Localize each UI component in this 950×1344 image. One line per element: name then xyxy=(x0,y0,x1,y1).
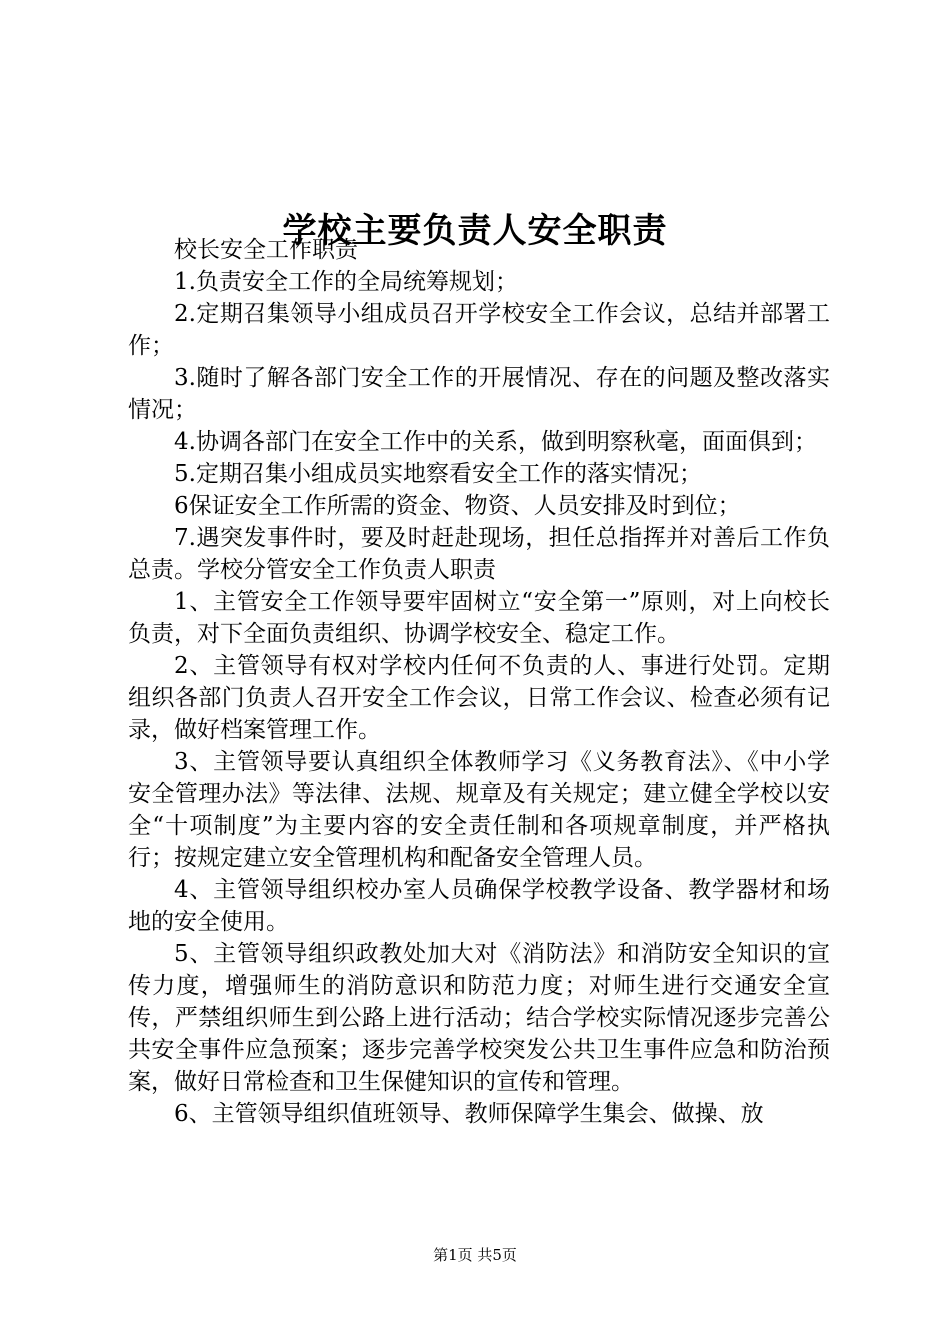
paragraph: 1.负责安全工作的全局统筹规划； xyxy=(174,269,518,295)
paragraph: 4、主管领导组织校办室人员确保学校教学设备、教学器材和场地的安全使用。 xyxy=(128,877,830,935)
paragraph: 1、主管安全工作领导要牢固树立“安全第一”原则，对上向校长负责，对下全面负责组织、协调学校安全、稳定工作。 xyxy=(128,589,830,647)
paragraph: 3.随时了解各部门安全工作的开展情况、存在的问题及整改落实情况； xyxy=(128,365,830,423)
page-number-footer: 第1页 共5页 xyxy=(433,1246,517,1264)
paragraph: 2、主管领导有权对学校内任何不负责的人、事进行处罚。定期组织各部门负责人召开安全工作会议，日常工作会议、检查必须有记录，做好档案管理工作。 xyxy=(128,653,830,743)
paragraph: 5、主管领导组织政教处加大对《消防法》和消防安全知识的宣传力度，增强师生的消防意识和防范力度；对师生进行交通安全宣传，严禁组织师生到公路上进行活动；结合学校实际情况逐步完善公共安全事件应急预案；逐步完善学校突发公共卫生事件应急和防治预案，做好日常检查和卫生保健知识的宣传和管理。 xyxy=(128,941,830,1095)
paragraph: 校长安全工作职责 xyxy=(174,237,358,263)
paragraph: 7.遇突发事件时，要及时赶赴现场，担任总指挥并对善后工作负总责。学校分管安全工作负责人职责 xyxy=(128,525,830,583)
paragraph: 6、主管领导组织值班领导、教师保障学生集会、做操、放 xyxy=(174,1101,764,1127)
document-title: 学校主要负责人安全职责 xyxy=(282,210,668,251)
paragraph: 4.协调各部门在安全工作中的关系，做到明察秋毫，面面俱到； xyxy=(174,429,817,455)
paragraph: 3、主管领导要认真组织全体教师学习《义务教育法》、《中小学安全管理办法》等法律、法规、规章及有关规定；建立健全学校以安全“十项制度”为主要内容的安全责任制和各项规章制度，并严格执行；按规定建立安全管理机构和配备安全管理人员。 xyxy=(128,749,830,871)
paragraph: 6保证安全工作所需的资金、物资、人员安排及时到位； xyxy=(174,493,741,519)
paragraph: 5.定期召集小组成员实地察看安全工作的落实情况； xyxy=(174,461,702,487)
document-body xyxy=(128,234,830,1130)
paragraph: 2.定期召集领导小组成员召开学校安全工作会议，总结并部署工作； xyxy=(128,301,830,359)
